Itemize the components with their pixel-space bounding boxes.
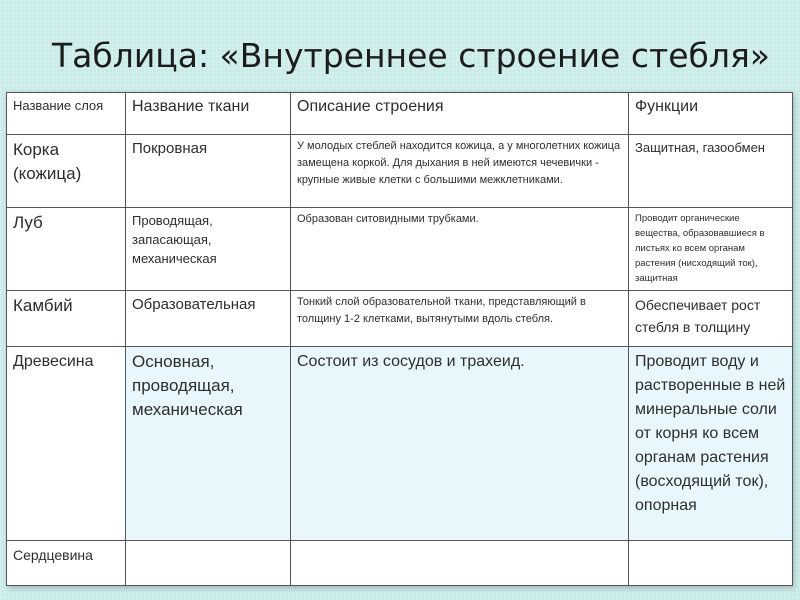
header-row xyxy=(7,93,793,135)
cell-function: Проводит воду и растворенные в ней минеральные соли от корня ко всем органам растения (восходящий ток), опорная xyxy=(629,346,793,540)
slide-title: Таблица: «Внутреннее строение стебля» xyxy=(52,36,770,75)
cell-tissue: Образовательная xyxy=(126,290,291,346)
cell-tissue: Основная, проводящая, механическая xyxy=(126,346,291,540)
cell-layer: Корка (кожица) xyxy=(7,135,126,208)
table-row xyxy=(7,290,793,346)
cell-description xyxy=(291,540,629,586)
cell-layer: Сердцевина xyxy=(7,540,126,586)
cell-function: Обеспечивает рост стебля в толщину xyxy=(629,290,793,346)
header-cell-tissue: Название ткани xyxy=(126,93,291,135)
cell-function: Защитная, газообмен xyxy=(629,135,793,208)
cell-tissue xyxy=(126,540,291,586)
cell-layer: Луб xyxy=(7,208,126,291)
table-row xyxy=(7,208,793,291)
cell-function xyxy=(629,540,793,586)
header-cell-layer: Название слоя xyxy=(7,93,126,135)
cell-tissue: Проводящая, запасающая, механическая xyxy=(126,208,291,291)
cell-layer: Древесина xyxy=(7,346,126,540)
cell-description: Состоит из сосудов и трахеид. xyxy=(291,346,629,540)
table-container xyxy=(6,92,792,586)
table-row xyxy=(7,135,793,208)
header-cell-function: Функции xyxy=(629,93,793,135)
cell-tissue: Покровная xyxy=(126,135,291,208)
cell-description: У молодых стеблей находится кожица, а у многолетних кожица замещена коркой. Для дыхания в ней имеются чечевички - крупные живые клетки с большими межклетниками. xyxy=(291,135,629,208)
header-cell-description: Описание строения xyxy=(291,93,629,135)
table-row xyxy=(7,540,793,586)
cell-description: Образован ситовидными трубками. xyxy=(291,208,629,291)
table-row xyxy=(7,346,793,540)
stem-structure-table xyxy=(6,92,793,586)
cell-description: Тонкий слой образовательной ткани, представляющий в толщину 1-2 клетками, вытянутыми вдоль стебля. xyxy=(291,290,629,346)
cell-function: Проводит органические вещества, образовавшиеся в листьях ко всем органам растения (нисходящий ток), защитная xyxy=(629,208,793,291)
cell-layer: Камбий xyxy=(7,290,126,346)
